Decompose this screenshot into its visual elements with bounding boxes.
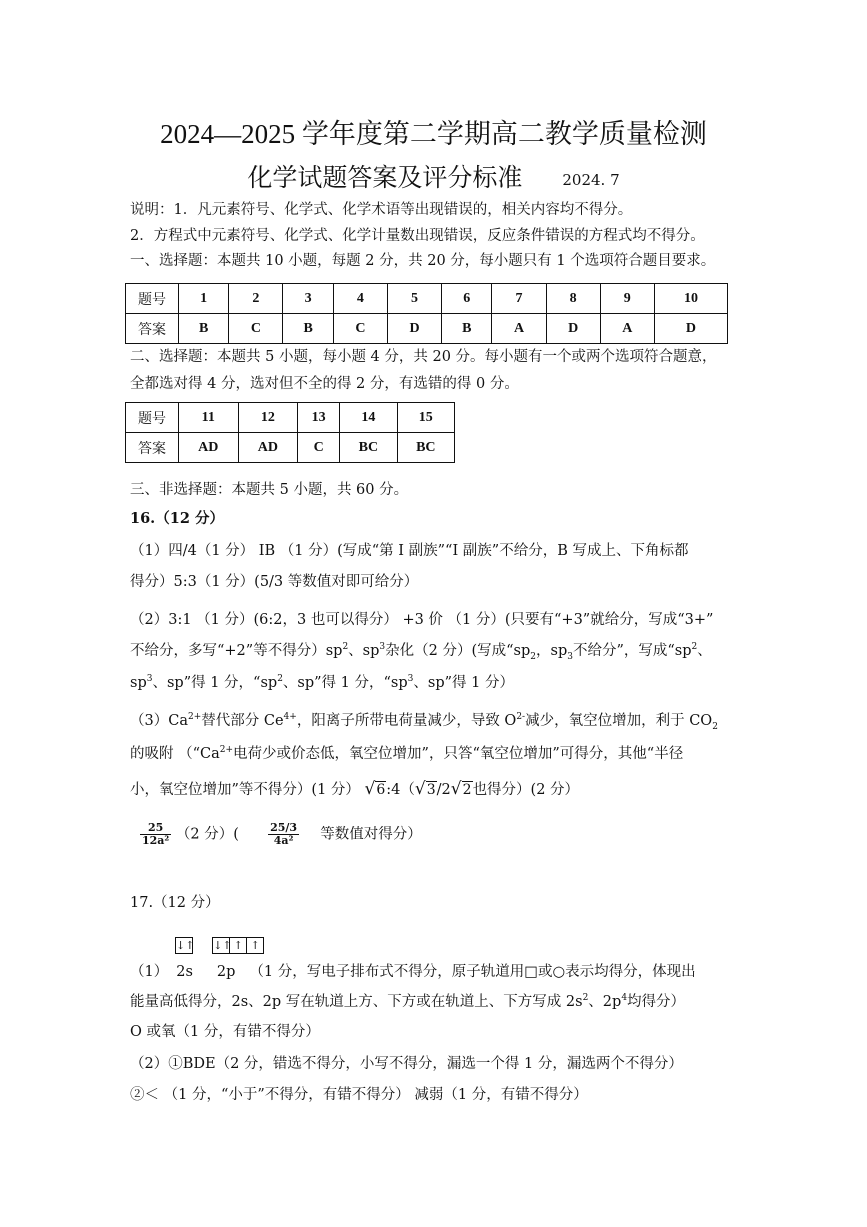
q17-part1-line2 bbox=[130, 992, 750, 1012]
text-run: 、sp”得 1 分） bbox=[413, 675, 514, 691]
section-1-heading: 一、选择题：本题共 10 小题，每题 2 分，共 20 分，每小题只有 1 个选项符合题目要求。 bbox=[130, 253, 716, 269]
text-run: 替代部分 Ce bbox=[201, 713, 284, 729]
text-run: （1） bbox=[130, 964, 169, 980]
fraction bbox=[140, 822, 171, 847]
superscript: 2 bbox=[277, 674, 283, 685]
page-title: 2024—2025 学年度第二学期高二教学质量检测 bbox=[160, 119, 707, 149]
text-run: ，阳离子所带电荷量减少，导致 O bbox=[296, 713, 517, 729]
text-run: :4（ bbox=[386, 782, 415, 798]
superscript: 2 bbox=[691, 642, 698, 653]
radicand: 3 bbox=[426, 782, 436, 798]
question-number: 13 bbox=[298, 403, 340, 433]
answer-cell: B bbox=[179, 314, 229, 344]
answer-cell: D bbox=[387, 314, 441, 344]
q16-part2-line1: （2）3:1 （1 分）(6:2，3 也可以得分） +3 价 （1 分）(只要有“+3”就给分，写成“3+” bbox=[130, 612, 714, 628]
orbital-label-2s: 2s bbox=[176, 964, 193, 980]
numerator: 25 bbox=[140, 822, 171, 835]
sqrt-symbol: √2 bbox=[450, 779, 472, 799]
superscript: 3 bbox=[146, 674, 153, 685]
q16-part4 bbox=[140, 822, 760, 847]
note-1: 说明：1．凡元素符号、化学式、化学术语等出现错误的，相关内容均不得分。 bbox=[130, 202, 633, 218]
text-run: 、 bbox=[697, 643, 712, 659]
table-row bbox=[126, 403, 455, 433]
superscript: 2 bbox=[582, 993, 589, 1004]
answer-cell: BC bbox=[340, 433, 397, 463]
row-label: 题号 bbox=[126, 284, 179, 314]
text-run: 的吸附 （“Ca bbox=[130, 746, 220, 762]
text-run: 杂化（2 分）(写成“sp bbox=[385, 643, 531, 659]
text-run: 减少，氧空位增加，利于 CO bbox=[525, 713, 713, 729]
q16-part3-line2 bbox=[130, 744, 750, 764]
question-number: 12 bbox=[238, 403, 298, 433]
q16-part1-line1: （1）四/4（1 分） IB （1 分）(写成“第 I 副族”“I 副族”不给分，B 写成上、下角标都 bbox=[130, 543, 689, 559]
q16-part3-line3 bbox=[130, 779, 750, 800]
section-3-heading: 三、非选择题：本题共 5 小题，共 60 分。 bbox=[130, 482, 409, 498]
question-number: 8 bbox=[546, 284, 600, 314]
subscript: 3 bbox=[567, 651, 573, 662]
superscript: 2 bbox=[342, 642, 349, 653]
question-number: 7 bbox=[492, 284, 546, 314]
text-run: （1 分，写电子排布式不得分，原子轨道用□或○表示均得分，体现出 bbox=[249, 964, 696, 980]
answer-cell: D bbox=[546, 314, 600, 344]
fraction bbox=[268, 822, 299, 847]
subtitle-text: 化学试题答案及评分标准 bbox=[247, 163, 523, 192]
question-number: 5 bbox=[387, 284, 441, 314]
answer-cell: A bbox=[600, 314, 654, 344]
orbital-box-2s: ↓↑ bbox=[176, 939, 195, 952]
denominator: 4a² bbox=[273, 834, 294, 847]
text-run: （3）Ca bbox=[130, 713, 188, 729]
orbital-box-2p: ↑ bbox=[246, 937, 264, 954]
text-run: ，sp bbox=[536, 643, 568, 659]
question-number: 4 bbox=[333, 284, 387, 314]
text-run: 不给分，多写“+2”等不得分）sp bbox=[130, 643, 343, 659]
orbital-label-2p: 2p bbox=[216, 964, 236, 980]
text-run: sp bbox=[130, 675, 147, 691]
question-number: 6 bbox=[442, 284, 492, 314]
text-run: （2 分）( bbox=[175, 826, 239, 843]
superscript: 4+ bbox=[283, 712, 297, 723]
page-subtitle bbox=[0, 158, 867, 194]
superscript: 2- bbox=[516, 712, 526, 723]
row-label: 题号 bbox=[126, 403, 179, 433]
answer-cell: AD bbox=[238, 433, 298, 463]
answer-cell: C bbox=[333, 314, 387, 344]
orbital-diagram bbox=[175, 935, 263, 954]
answer-table-2 bbox=[125, 402, 455, 463]
question-number: 10 bbox=[654, 284, 727, 314]
text-run: 等数值对得分） bbox=[320, 826, 422, 843]
table-row bbox=[126, 314, 728, 344]
table-row bbox=[126, 433, 455, 463]
question-number: 1 bbox=[179, 284, 229, 314]
denominator: 12a² bbox=[142, 834, 170, 847]
answer-cell: D bbox=[654, 314, 727, 344]
section-2-heading-line-2: 全都选对得 4 分，选对但不全的得 2 分，有选错的得 0 分。 bbox=[130, 376, 519, 392]
superscript: 3 bbox=[407, 674, 414, 685]
text-run: /2 bbox=[436, 782, 451, 798]
q17-part2-line1: （2）①BDE（2 分，错选不得分，小写不得分，漏选一个得 1 分，漏选两个不得分） bbox=[130, 1056, 683, 1072]
sqrt-symbol: √6 bbox=[364, 779, 386, 799]
answer-cell: B bbox=[283, 314, 333, 344]
text-run: 电荷少或价态低，氧空位增加”，只答“氧空位增加”可得分，其他“半径 bbox=[233, 746, 684, 762]
superscript: 2+ bbox=[219, 745, 234, 756]
row-label: 答案 bbox=[126, 314, 179, 344]
q17-part2-line2: ②＜ （1 分，“小于”不得分，有错不得分） 减弱（1 分，有错不得分） bbox=[130, 1087, 588, 1103]
date-label: 2024. 7 bbox=[562, 170, 620, 189]
answer-table-1 bbox=[125, 283, 728, 344]
answer-cell: B bbox=[442, 314, 492, 344]
table-row bbox=[126, 284, 728, 314]
text-run: 均得分） bbox=[627, 994, 686, 1010]
text-run: 、sp bbox=[348, 643, 380, 659]
question-number: 14 bbox=[340, 403, 397, 433]
orbital-box-2p: ↑ bbox=[229, 937, 247, 954]
text-run: 、sp”得 1 分，“sp bbox=[282, 675, 408, 691]
answer-cell: C bbox=[229, 314, 283, 344]
numerator: 25/3 bbox=[270, 821, 298, 834]
q16-part2-line3 bbox=[130, 673, 750, 693]
question-number: 3 bbox=[283, 284, 333, 314]
q16-part3-line1 bbox=[130, 711, 750, 731]
subscript: 2 bbox=[712, 721, 718, 732]
superscript: 2+ bbox=[187, 712, 202, 723]
answer-cell: C bbox=[298, 433, 340, 463]
q16-part1-line2: 得分）5:3（1 分）(5/3 等数值对即可给分） bbox=[130, 574, 419, 590]
question-number: 9 bbox=[600, 284, 654, 314]
subscript: 2 bbox=[530, 651, 537, 662]
row-label: 答案 bbox=[126, 433, 179, 463]
text-run: 小，氧空位增加”等不得分）(1 分） bbox=[130, 782, 360, 798]
text-run: 不给分”，写成“sp bbox=[572, 643, 692, 659]
superscript: 4 bbox=[621, 993, 628, 1004]
answer-cell: AD bbox=[179, 433, 239, 463]
q17-heading: 17.（12 分） bbox=[130, 895, 220, 911]
superscript: 3 bbox=[379, 642, 386, 653]
note-2: 2．方程式中元素符号、化学式、化学计量数出现错误，反应条件错误的方程式均不得分。 bbox=[130, 228, 705, 244]
radicand: 2 bbox=[462, 782, 472, 798]
text-run: 能量高低得分，2s、2p 写在轨道上方、下方或在轨道上、下方写成 2s bbox=[130, 994, 583, 1010]
q17-part1-line3: O 或氧（1 分，有错不得分） bbox=[130, 1024, 320, 1040]
orbital-box-2p: ↓↑ bbox=[213, 939, 232, 952]
text-run: 也得分）(2 分） bbox=[472, 782, 580, 798]
question-number: 2 bbox=[229, 284, 283, 314]
q17-part1-line1 bbox=[130, 962, 750, 982]
answer-cell: A bbox=[492, 314, 546, 344]
section-2-heading-line-1: 二、选择题：本题共 5 小题，每小题 4 分，共 20 分。每小题有一个或两个选项符合题意， bbox=[130, 349, 717, 365]
q16-part2-line2 bbox=[130, 641, 750, 661]
sqrt-symbol: √3 bbox=[414, 779, 436, 799]
text-run: 、2p bbox=[588, 994, 622, 1010]
question-number: 15 bbox=[397, 403, 454, 433]
q16-heading: 16.（12 分） bbox=[130, 510, 224, 527]
answer-cell: BC bbox=[397, 433, 454, 463]
radicand: 6 bbox=[376, 782, 386, 798]
question-number: 11 bbox=[179, 403, 239, 433]
text-run: 、sp”得 1 分，“sp bbox=[152, 675, 278, 691]
